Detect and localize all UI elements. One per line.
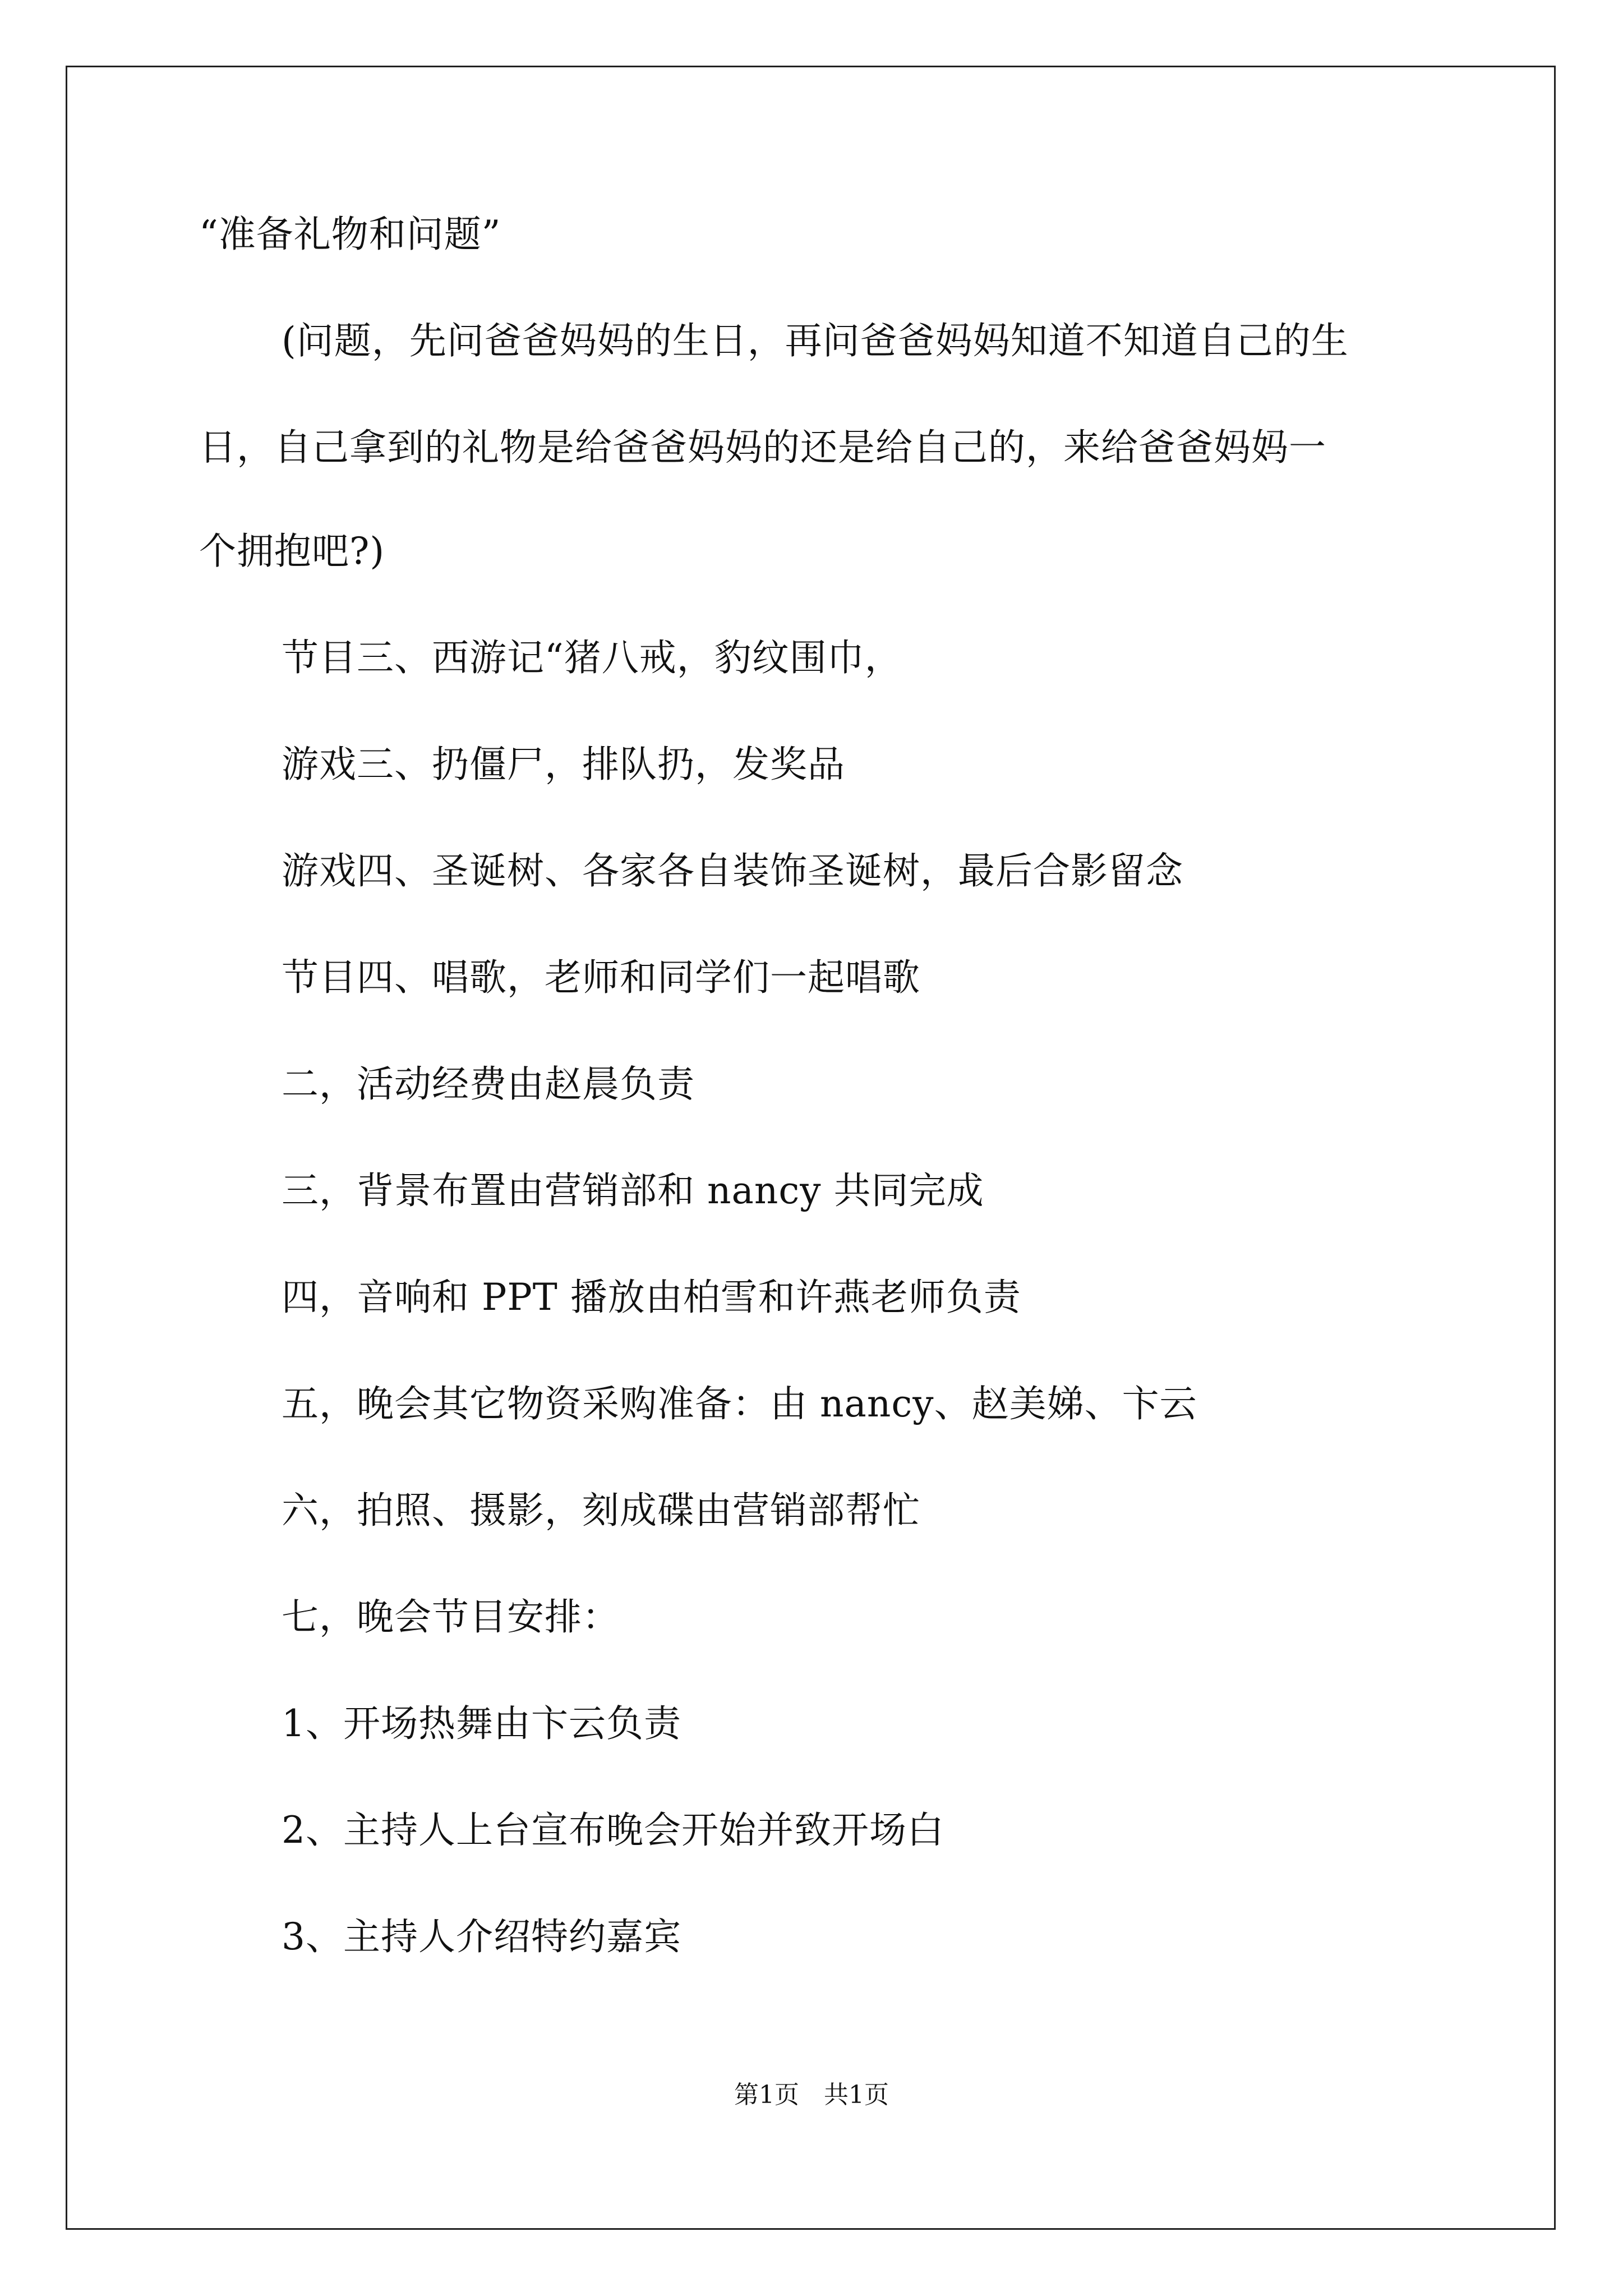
paragraph-line: 个拥抱吧?) [199, 530, 385, 573]
paragraph-line: 六，拍照、摄影，刻成碟由营销部帮忙 [282, 1489, 920, 1532]
paragraph-line: 游戏四、圣诞树、各家各自装饰圣诞树，最后合影留念 [282, 849, 1183, 892]
paragraph-line: 3、主持人介绍特约嘉宾 [282, 1915, 681, 1958]
paragraph-line: 2、主持人上台宣布晚会开始并致开场白 [282, 1809, 944, 1852]
paragraph-line: 四，音响和 PPT 播放由柏雪和许燕老师负责 [282, 1276, 1021, 1319]
paragraph-line: 1、开场热舞由卞云负责 [282, 1702, 681, 1745]
paragraph-line: 七，晚会节目安排： [282, 1595, 620, 1639]
paragraph-line: 二，活动经费由赵晨负责 [282, 1062, 695, 1106]
page-footer: 第1页 共1页 [734, 2081, 889, 2109]
paragraph-line: 游戏三、扔僵尸，排队扔，发奖品 [282, 743, 845, 786]
paragraph-line: 五，晚会其它物资采购准备：由 nancy、赵美娣、卞云 [282, 1382, 1197, 1425]
paragraph-line: 三，背景布置由营销部和 nancy 共同完成 [282, 1169, 984, 1212]
paragraph-line: 节目三、西游记“猪八戒，豹纹围巾， [282, 636, 902, 679]
paragraph-line: “准备礼物和问题” [199, 213, 501, 256]
paragraph-line: 节目四、唱歌，老师和同学们一起唱歌 [282, 956, 920, 999]
page-border [66, 66, 1556, 2230]
paragraph-line: (问题，先问爸爸妈妈的生日，再问爸爸妈妈知道不知道自己的生 [282, 319, 1349, 362]
paragraph-line: 日，自己拿到的礼物是给爸爸妈妈的还是给自己的，来给爸爸妈妈一 [199, 426, 1326, 469]
